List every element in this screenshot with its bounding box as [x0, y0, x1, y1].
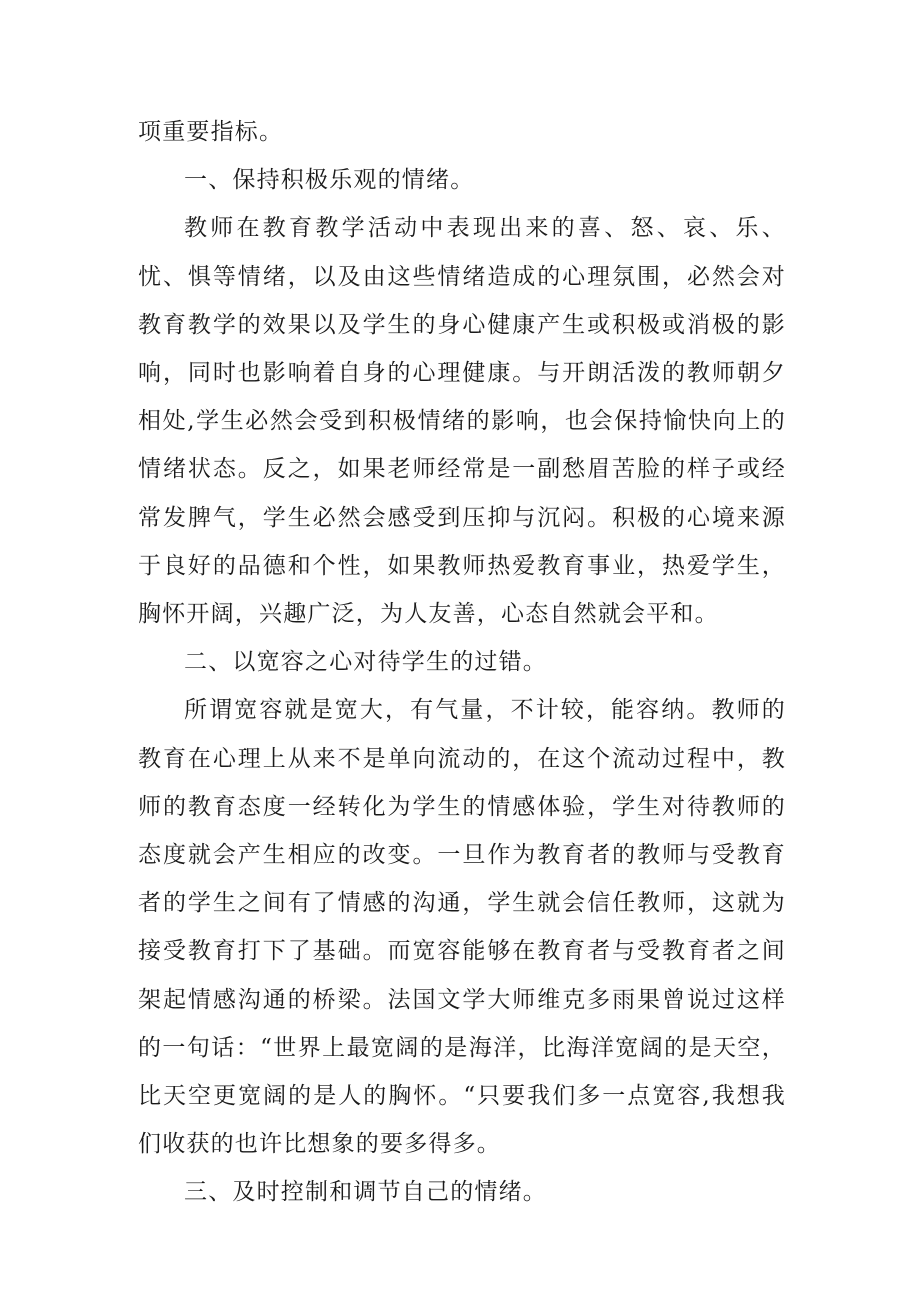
section-heading-1: 一、保持积极乐观的情绪。 [184, 167, 475, 194]
section-heading-3: 三、及时控制和调节自己的情绪。 [184, 1179, 547, 1206]
paragraph-tolerance: 所谓宽容就是宽大，有气量，不计较，能容纳。教师的教育在心理上从来不是单向流动的，在这个流动过程中，教师的教育态度一经转化为学生的情感体验，学生对待教师的态度就会产生相应的改变。一旦作为教育者的教师与受教育者的学生之间有了情感的沟通，学生就会信任教师，这就为接受教育打下了基础。而宽容能够在教育者与受教育者之间架起情感沟通的桥梁。法国文学大师维克多雨果曾说过这样的一句话：“世界上最宽阔的是海洋，比海洋宽阔的是天空，比天空更宽阔的是人的胸怀。“只要我们多一点宽容,我想我们收获的也许比想象的要多得多。 [138, 697, 786, 1158]
paragraph-continuation: 项重要指标。 [138, 119, 284, 145]
paragraph-emotions: 教师在教育教学活动中表现出来的喜、怒、哀、乐、忧、惧等情绪，以及由这些情绪造成的心理氛围，必然会对教育教学的效果以及学生的身心健康产生或积极或消极的影响，同时也影响着自身的心理健康。与开朗活泼的教师朝夕相处,学生必然会受到积极情绪的影响，也会保持愉快向上的情绪状态。反之，如果老师经常是一副愁眉苦脸的样子或经常发脾气，学生必然会感受到压抑与沉闷。积极的心境来源于良好的品德和个性，如果教师热爱教育事业，热爱学生，胸怀开阔，兴趣广泛，为人友善，心态自然就会平和。 [138, 215, 786, 628]
section-heading-2: 二、以宽容之心对待学生的过错。 [184, 649, 547, 676]
document-body [138, 108, 786, 1217]
